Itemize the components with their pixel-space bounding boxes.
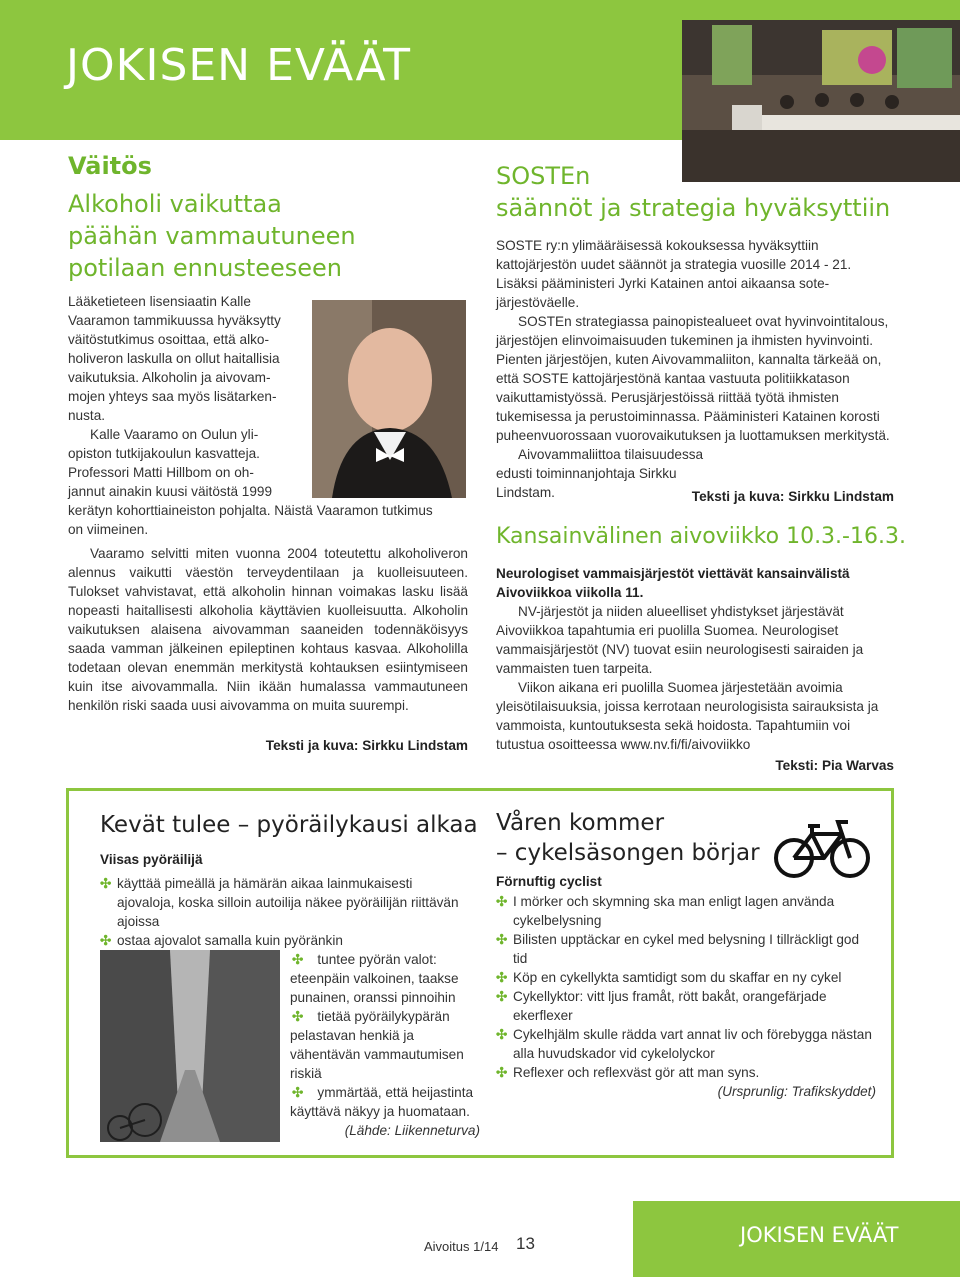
conference-photo-art: [682, 20, 960, 182]
box-sv-bullet-text: Bilisten upptäckar en cykel med belysning I tillräckligt god tid: [513, 932, 860, 966]
box-sv-bullet: [496, 892, 876, 930]
box-fi-bullet-text: käyttää pimeällä ja hämärän aikaa lainmukaisesti ajovaloja, koska silloin autoilija näkee pyöräilijän riittävän ajoissa: [117, 876, 459, 929]
box-sv-bullet: [496, 930, 876, 968]
box-fi-bullet: [290, 1083, 480, 1121]
thesis-line: opiston tutkijakoulun kasvatteja.: [68, 446, 260, 461]
box-fi-bullet: [100, 874, 470, 931]
thesis-intro: [68, 292, 468, 539]
bullet-mark-icon: ✣: [292, 1085, 304, 1100]
soste-body: [496, 236, 894, 502]
thesis-line: Kalle Vaaramo on Oulun yli-: [90, 427, 259, 442]
thesis-line: kerätyn kohorttiaineiston pohjalta. Näistä Vaaramon tutkimus: [68, 503, 433, 518]
box-sv-subtitle: Förnuftig cyclist: [496, 874, 602, 889]
soste-p2: SOSTEn strategiassa painopistealueet ovat hyvinvointitalous, järjestöjen elinvoimaisuuden tukeminen ja ihmisten hyvinvointi. Pienten järjestöjen, kuten Aivovammaliiton, kannalta tärkeää on, että SOSTE kattojärjestönä kantaa vastuuta politiikkatason vaikuttamistyössä. Perusjärjestöissä riittää työtä ihmisten tukemisessa ja perustoiminnassa. Pääministeri Katainen korosti puheenvuorossaan vuorovaikutuksen ja luottamuksen merkitystä.: [496, 314, 890, 443]
box-sv-title-line1: Våren kommer: [496, 810, 665, 836]
box-sv-list: [496, 892, 876, 1101]
box-sv-bullet: [496, 968, 876, 987]
street-photo: [100, 950, 280, 1142]
bullet-mark-icon: ✣: [496, 1065, 508, 1080]
box-fi-list-wide: [100, 874, 470, 950]
box-fi-bullet: [290, 1007, 480, 1083]
soste-title: [496, 160, 890, 224]
box-sv-bullet: [496, 987, 876, 1025]
thesis-line: Professori Matti Hillbom on oh-: [68, 465, 254, 480]
aivoviikko-title: Kansainvälinen aivoviikko 10.3.-16.3.: [496, 524, 906, 549]
thesis-line: on viimeinen.: [68, 522, 149, 537]
box-fi-bullet-text: tuntee pyörän valot: eteenpäin valkoinen, taakse punainen, oranssi pinnoihin: [290, 952, 459, 1005]
bicycle-icon-svg: [772, 816, 872, 880]
thesis-line: jannut ainakin kuusi väitöstä 1999: [68, 484, 273, 499]
box-fi-title: Kevät tulee – pyöräilykausi alkaa: [100, 812, 478, 838]
footer-masthead: JOKISEN EVÄÄT: [740, 1223, 899, 1247]
thesis-credit: Teksti ja kuva: Sirkku Lindstam: [265, 738, 468, 753]
box-sv-title-line2: – cykelsäsongen börjar: [496, 840, 760, 866]
thesis-body: Vaaramo selvitti miten vuonna 2004 toteutettu alkoholiveron alennus vaikutti väestön terveydentilaan ja kuolleisuuteen. Tulokset vahvistavat, että alkoholin hinnan voimakas lasku lisää nopeasti haitallisesti alkoholia käyttävien kuolleisuutta. Alkoholin vaikutuksen alaisena aivovamman saaneiden todennäköisyys saada vamman jälkeinen epileptinen kohtaus kasvaa. Alkoholilla todetaan olevan enemmän merkitystä kohtauksen esiintymiseen kuin itse aivovammalla. Niin ikään humalassa vammautuneen henkilön riski saada uusi aivovamma on muita suurempi.: [68, 546, 468, 713]
thesis-line: Lääketieteen lisensiaatin Kalle: [68, 294, 251, 309]
box-fi-source: (Lähde: Liikenneturva): [344, 1123, 480, 1138]
box-fi-bullet-text: ymmärtää, että heijastinta käyttävä näkyy ja huomataan.: [290, 1085, 474, 1119]
masthead: JOKISEN EVÄÄT: [66, 40, 412, 91]
thesis-title: Alkoholi vaikuttaa päähän vammautuneen potilaan ennusteeseen: [68, 190, 356, 282]
box-sv-bullet: [496, 1063, 876, 1082]
thesis-line: väitöstutkimus osoittaa, että alko-: [68, 332, 269, 347]
soste-title-line2: säännöt ja strategia hyväksyttiin: [496, 194, 891, 222]
box-fi-bullet: [290, 950, 480, 1007]
box-fi-list-narrow: [290, 950, 480, 1140]
conference-photo: [682, 20, 960, 182]
bullet-mark-icon: ✣: [496, 989, 508, 1004]
box-sv-bullet-text: Köp en cykellykta samtidigt som du skaffar en ny cykel: [513, 970, 842, 985]
thesis-line: nusta.: [68, 408, 106, 423]
box-sv-title: [496, 808, 760, 868]
thesis-line: Vaaramon tammikuussa hyväksytty: [68, 313, 281, 328]
soste-p3: Aivovammaliittoa tilaisuudessa edusti toiminnanjohtaja Sirkku Lindstam.: [496, 447, 704, 500]
aivoviikko-p2: Viikon aikana eri puolilla Suomea järjestetään avoimia yleisötilaisuuksia, joissa kerrotaan neurologisista sairauksista ja vammoista, kuntoutuksesta sekä hoidosta. Tapahtumiin voi tutustua osoitteessa www.nv.fi/fi/aivoviikko: [496, 680, 879, 752]
box-sv-bullet-text: Cykelhjälm skulle rädda vart annat liv och förebygga nästan alla huvudskador vid cykelolyckor: [513, 1027, 872, 1061]
aivoviikko-lead: Neurologiset vammaisjärjestöt viettävät kansainvälistä Aivoviikkoa viikolla 11.: [496, 566, 850, 600]
bullet-mark-icon: ✣: [100, 876, 112, 891]
soste-credit: Teksti ja kuva: Sirkku Lindstam: [691, 489, 894, 504]
thesis-line: mojen yhteys saa myös lisätarken-: [68, 389, 277, 404]
bullet-mark-icon: ✣: [496, 894, 508, 909]
thesis-line: holiveron laskulla on ollut haitallisia: [68, 351, 280, 366]
bullet-mark-icon: ✣: [496, 1027, 508, 1042]
box-fi-bullet: [100, 931, 470, 950]
box-sv-bullet-text: Reflexer och reflexväst gör att man syns.: [513, 1065, 760, 1080]
box-fi-subtitle: Viisas pyöräilijä: [100, 852, 203, 867]
box-sv-bullet-text: Cykellyktor: vitt ljus framåt, rött bakåt, orangefärjade ekerflexer: [513, 989, 827, 1023]
box-sv-source: (Ursprunlig: Trafikskyddet): [717, 1084, 876, 1099]
thesis-kicker: Väitös: [68, 152, 152, 180]
box-fi-bullet-text: tietää pyöräilykypärän pelastavan henkiä ja vähentävän vammautumisen riskiä: [290, 1009, 464, 1081]
aivoviikko-p1: NV-järjestöt ja niiden alueelliset yhdistykset järjestävät Aivoviikkoa tapahtumia eri puolilla Suomea. Neurologiset vammaisjärjestöt (NV) tuovat esiin neurologisesti sairaiden ja vammaisten tuen tarpeita.: [496, 604, 864, 676]
footer-page-number: 13: [516, 1234, 535, 1253]
street-photo-art: [100, 950, 280, 1142]
bullet-mark-icon: ✣: [100, 933, 112, 948]
aivoviikko-body: [496, 602, 894, 754]
bullet-mark-icon: ✣: [292, 1009, 304, 1024]
box-sv-bullet: [496, 1025, 876, 1063]
footer-issue: Aivoitus 1/14: [424, 1239, 499, 1254]
box-sv-bullet-text: I mörker och skymning ska man enligt lagen använda cykelbelysning: [513, 894, 835, 928]
bullet-mark-icon: ✣: [292, 952, 304, 967]
soste-title-line1: SOSTEn: [496, 162, 591, 190]
bicycle-icon: [772, 816, 872, 880]
bullet-mark-icon: ✣: [496, 970, 508, 985]
soste-p1: SOSTE ry:n ylimääräisessä kokouksessa hyväksyttiin kattojärjestön uudet säännöt ja strategia vuosille 2014 - 21. Lisäksi pääministeri Jyrki Katainen antoi aikaansa sote-järjestöväelle.: [496, 238, 852, 310]
thesis-line: vaikutuksia. Alkoholin ja aivovam-: [68, 370, 271, 385]
aivoviikko-credit: Teksti: Pia Warvas: [775, 758, 894, 773]
box-fi-bullet-text: ostaa ajovalot samalla kuin pyöränkin: [117, 933, 343, 948]
bullet-mark-icon: ✣: [496, 932, 508, 947]
